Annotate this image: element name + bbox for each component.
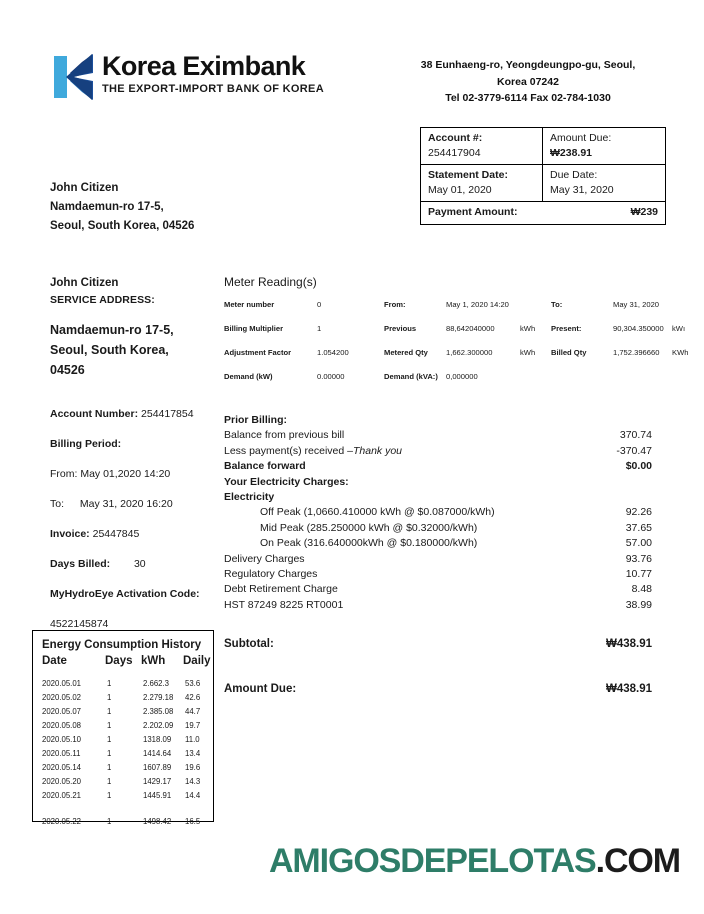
column-header-daily: Daily [183,655,211,667]
table-row [33,734,213,748]
cell-daily: 44.7 [185,707,201,716]
meter-row [224,348,689,372]
meter-cell-label-2: Previous [384,324,417,333]
billing-from-label: From: [50,468,78,480]
subtotal-row [224,636,652,652]
billing-period-label: Billing Period: [50,438,122,450]
electricity-label: Electricity [224,490,275,503]
billing-to-value: May 31, 2020 16:20 [79,498,173,510]
due-date-label: Due Date: [550,169,598,181]
statement-date-cell [421,165,543,201]
meter-row [224,372,676,396]
cell-kwh: 1318.09 [143,735,172,744]
your-charges-label: Your Electricity Charges: [224,475,349,488]
charge-item [224,582,652,597]
cell-daily: 42.6 [185,693,201,702]
customer-address-line-1: Namdaemun-ro 17-5, [50,201,164,213]
charge-item-label: On Peak (316.640000kWh @ $0.180000/kWh) [260,537,478,550]
charge-item-amount: 10.77 [625,567,652,580]
meter-cell-label-2: From: [384,300,406,309]
cell-daily: 53.6 [185,679,201,688]
table-row [33,720,213,734]
activation-code-label: MyHydroEye Activation Code: [50,588,200,600]
charge-amount: $0.00 [625,460,652,473]
energy-consumption-history-table [32,630,214,826]
cell-kwh: 2.279.18 [143,693,174,702]
service-address-lines [50,320,225,380]
energy-history-header-row [33,653,213,671]
customer-address-line-2: Seoul, South Korea, 04526 [50,220,195,232]
meter-cell-value-2: 88,642040000 [446,324,495,333]
table-row [33,678,213,692]
account-summary-box [420,127,666,225]
payment-amount-row [421,202,665,224]
charge-item-amount: 93.76 [625,552,652,565]
table-row [33,762,213,776]
account-summary-row-1 [421,128,665,165]
charge-item-label: Off Peak (1,0660.410000 kWh @ $0.087000/kWh) [260,506,495,519]
activation-code-label-line [50,588,230,601]
charge-item-label: Delivery Charges [224,552,305,565]
charge-item-amount: 92.26 [625,506,652,519]
subtotal-label: Subtotal: [224,638,274,650]
account-number-detail-label: Account Number: [50,408,139,420]
cell-date: 2020.05.14 [42,763,82,772]
cell-kwh: 1414.64 [143,749,172,758]
cell-daily: 14.4 [185,791,201,800]
meter-cell-unit-2: kWı [672,324,686,333]
invoice-value: 25447845 [92,528,140,540]
charge-item-label: Debt Retirement Charge [224,583,338,596]
your-charges-heading [224,475,652,490]
charge-amount: -370.47 [616,444,652,457]
billing-from-line [50,468,230,481]
account-number-label: Account #: [428,132,483,144]
amount-due-row [224,681,652,697]
charge-item [224,536,652,551]
table-row [33,776,213,790]
meter-cell-label-2: Metered Qty [384,348,428,357]
meter-cell-unit-1: kWh [520,348,536,357]
charge-line [224,444,652,459]
amount-due-total-amount: ₩438.91 [605,683,652,695]
meter-cell-label-3: To: [551,300,563,309]
payment-amount-value: ₩239 [630,206,658,218]
energy-history-rows [33,678,213,830]
activation-code-value: 4522145874 [50,618,109,630]
charge-item-amount: 8.48 [631,583,652,596]
account-number-detail-value: 254417854 [141,408,194,420]
days-billed-line [50,558,230,571]
cell-date: 2020.05.02 [42,693,82,702]
cell-kwh: 1607.89 [143,763,172,772]
bank-address [392,57,664,107]
charge-line [224,459,652,474]
cell-date: 2020.05.22 [42,817,82,826]
bank-address-line-1: 38 Eunhaeng-ro, Yeongdeungpo-gu, Seoul, [420,59,636,71]
charge-item [224,505,652,520]
charge-item-label: HST 87249 8225 RT0001 [224,598,344,611]
charge-label: Balance forward [224,460,306,473]
service-address-label: SERVICE ADDRESS: [50,294,155,306]
charge-label-italic: Thank you [352,444,403,457]
cell-kwh: 1498.42 [143,817,172,826]
meter-cell-label-1: Demand (kW) [224,372,273,381]
service-address-line-1: Namdaemun-ro 17-5, [50,323,174,337]
charge-item [224,552,652,567]
subtotal-amount: ₩438.91 [605,638,652,650]
cell-kwh: 1445.91 [143,791,172,800]
column-header-date: Date [42,655,67,667]
cell-kwh: 1429.17 [143,777,172,786]
meter-cell-label-1: Adjustment Factor [224,348,292,357]
charge-item-label: Regulatory Charges [224,567,318,580]
service-address-block [50,275,225,380]
account-number-line [50,408,230,421]
cell-date: 2020.05.08 [42,721,82,730]
watermark-secondary: .COM [595,842,680,880]
cell-date: 2020.05.10 [42,735,82,744]
bank-name: Korea Eximbank [102,51,306,81]
charge-label: Less payment(s) received –Thank you [224,444,403,457]
meter-row [224,300,676,324]
meter-readings-title: Meter Reading(s) [224,275,317,289]
cell-days: 1 [107,791,112,800]
meter-cell-label-1: Billing Multiplier [224,324,284,333]
meter-cell-value-1: 1.054200 [317,348,349,357]
due-date-cell [543,165,665,201]
charge-item [224,567,652,582]
meter-cell-label-3: Present: [551,324,582,333]
korea-eximbank-logo-icon [52,52,96,102]
amount-due-total-label: Amount Due: [224,683,297,695]
watermark [0,842,704,880]
meter-cell-value-2: 0,000000 [446,372,478,381]
customer-address-block [50,179,310,236]
customer-name: John Citizen [50,182,119,194]
service-customer-name: John Citizen [50,277,119,289]
meter-cell-label-2: Demand (kVA:) [384,372,438,381]
cell-days: 1 [107,817,112,826]
cell-days: 1 [107,749,112,758]
days-billed-label: Days Billed: [50,558,111,570]
cell-daily: 11.0 [185,735,200,744]
prior-billing-label: Prior Billing: [224,414,287,426]
cell-days: 1 [107,693,112,702]
days-billed-value: 30 [133,558,146,570]
meter-cell-value-3: 90,304.350000 [613,324,664,333]
meter-cell-value-1: 0.00000 [317,372,345,381]
account-details-block [50,408,230,648]
billing-from-value: May 01,2020 14:20 [80,468,171,480]
cell-date: 2020.05.07 [42,707,82,716]
service-address-line-3: 04526 [50,363,85,377]
charges-block [224,413,652,613]
bank-logo [52,52,352,108]
cell-daily: 14.3 [185,777,201,786]
meter-cell-value-1: 0 [317,300,322,309]
table-row [33,706,213,720]
invoice-line [50,528,230,541]
cell-days: 1 [107,679,112,688]
meter-cell-label-1: Meter number [224,300,275,309]
meter-cell-value-2: 1,662.300000 [446,348,493,357]
table-row [33,816,213,830]
meter-cell-unit-1: kWh [520,324,536,333]
meter-row [224,324,686,348]
cell-days: 1 [107,707,112,716]
amount-due-value: ₩238.91 [550,146,593,159]
bank-logo-text [102,50,324,96]
billing-to-label: To: [50,498,65,510]
cell-kwh: 2.385.08 [143,707,174,716]
charge-item-amount: 38.99 [625,598,652,611]
cell-kwh: 2.662.3 [143,679,170,688]
charge-item-label: Mid Peak (285.250000 kWh @ $0.32000/kWh) [260,521,478,534]
account-number-value: 254417904 [428,146,481,159]
charge-item [224,598,652,613]
amount-due-label: Amount Due: [550,132,612,144]
charge-item-amount: 37.65 [625,521,652,534]
column-header-days: Days [105,655,133,667]
cell-date: 2020.05.21 [42,791,82,800]
charge-item-amount: 57.00 [625,537,652,550]
table-row [33,692,213,706]
account-summary-row-2 [421,165,665,202]
cell-date: 2020.05.20 [42,777,82,786]
cell-days: 1 [107,735,112,744]
column-header-kwh: kWh [141,655,166,667]
charge-item [224,521,652,536]
billing-to-line [50,498,230,511]
charge-amount: 370.74 [619,429,652,442]
watermark-primary: AMIGOSDEPELOTAS [268,842,596,880]
bank-subtitle: THE EXPORT-IMPORT BANK OF KOREA [102,83,324,95]
billing-period-line [50,438,230,451]
invoice-label: Invoice: [50,528,90,540]
account-number-cell [421,128,543,164]
cell-days: 1 [107,721,112,730]
meter-cell-label-3: Billed Qty [551,348,587,357]
electricity-heading [224,490,652,505]
cell-daily: 19.7 [185,721,201,730]
amount-due-cell [543,128,665,164]
bank-address-line-2: Korea 07242 [497,75,559,88]
cell-date: 2020.05.11 [42,749,81,758]
meter-cell-value-1: 1 [317,324,322,333]
cell-days: 1 [107,763,112,772]
cell-days: 1 [107,777,112,786]
bank-address-line-3: Tel 02-3779-6114 Fax 02-784-1030 [445,92,611,104]
meter-cell-value-3: 1,752.396660 [613,348,660,357]
meter-cell-value-3: May 31, 2020 [613,300,660,309]
statement-date-value: May 01, 2020 [428,183,492,196]
service-address-line-2: Seoul, South Korea, [50,343,169,357]
table-row [33,748,213,762]
prior-billing-heading [224,413,652,428]
table-row [33,790,213,804]
charge-label: Balance from previous bill [224,429,345,442]
cell-daily: 16.5 [185,817,201,826]
cell-daily: 13.4 [185,749,201,758]
meter-cell-unit-2: KWh [672,348,689,357]
cell-daily: 19.6 [185,763,201,772]
payment-amount-label: Payment Amount: [428,206,518,218]
cell-date: 2020.05.01 [42,679,82,688]
meter-readings-table [224,300,689,396]
statement-date-label: Statement Date: [428,169,508,181]
meter-cell-value-2: May 1, 2020 14:20 [446,300,509,309]
charge-line [224,428,652,443]
energy-history-title: Energy Consumption History [42,639,202,651]
due-date-value: May 31, 2020 [550,183,614,196]
cell-kwh: 2.202.09 [143,721,174,730]
